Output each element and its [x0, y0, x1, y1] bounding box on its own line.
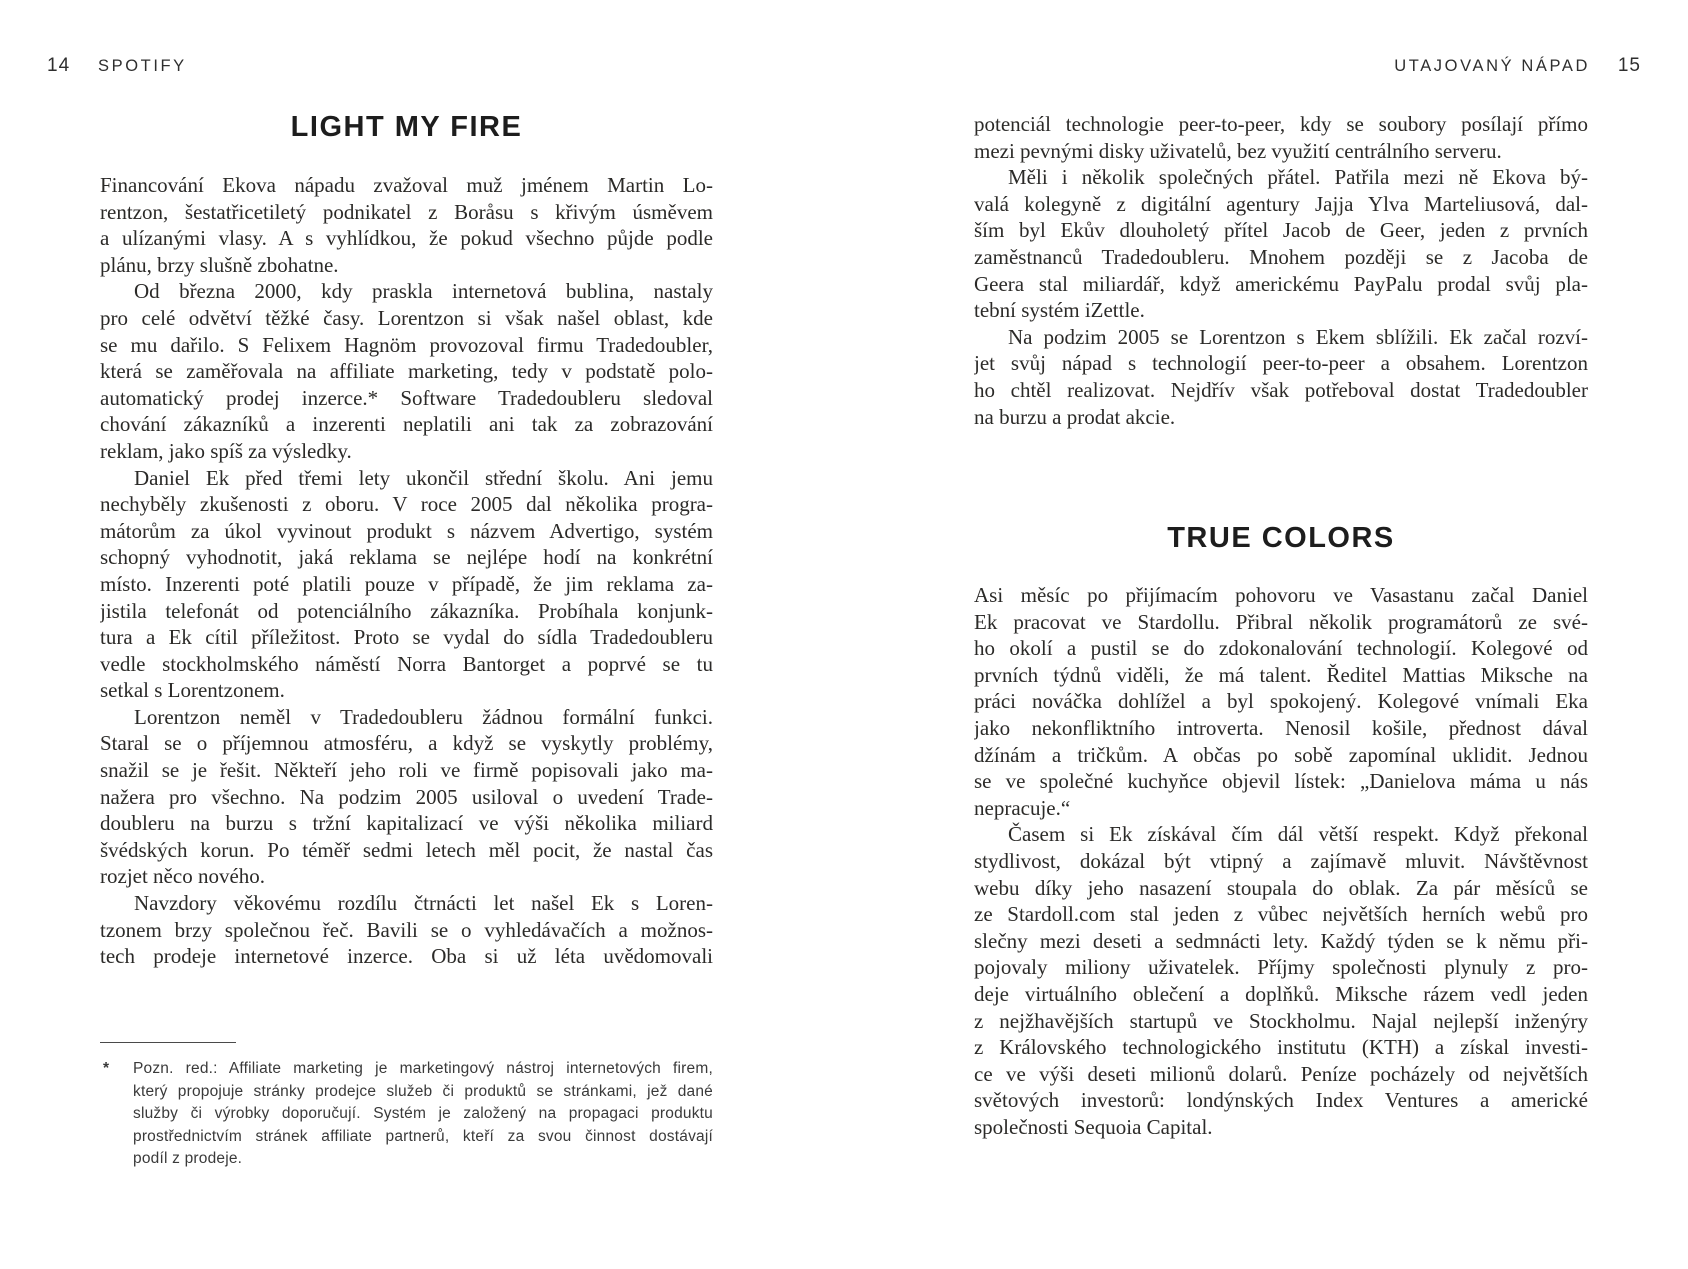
left-page-body [100, 172, 713, 970]
text-line: mátorům za úkol vyvinout produkt s názvem Advertigo, systém [100, 518, 713, 543]
text-line: Ek pracovat ve Stardollu. Přibral několik programátorů ze své- [974, 609, 1588, 634]
text-line: vedle stockholmského náměstí Norra Bantorget a poprvé se tu [100, 651, 713, 676]
text-line: automatický prodej inzerce.* Software Tradedoubleru sledoval [100, 385, 713, 410]
text-line: Měli i několik společných přátel. Patřila mezi ně Ekova bý- [1008, 165, 1588, 190]
text-line: ho okolí a pustil se do zdokonalování technologií. Kolegové od [974, 636, 1588, 661]
text-line: ším byl Ekův dlouholetý přítel Jacob de Geer, jeden z prvních [974, 218, 1588, 243]
text-line: se ve společné kuchyňce objevil lístek: „Danielova máma u nás [974, 769, 1588, 794]
text-line: ce ve výši deseti milionů dolarů. Peníze pocházely od největších [974, 1061, 1588, 1086]
text-line: deje virtuálního oblečení a doplňků. Miksche rázem vedl jeden [974, 981, 1588, 1006]
text-line: z nejžhavějších startupů ve Stockholmu. Najal nejlepší inženýry [974, 1008, 1588, 1033]
text-line: nažera pro všechno. Na podzim 2005 usiloval o uvedení Trade- [100, 784, 713, 809]
page-number-right: 15 [1617, 55, 1641, 76]
text-line: Financování Ekova nápadu zvažoval muž jménem Martin Lo- [100, 173, 713, 197]
text-line: jako nekonfliktního introverta. Nenosil košile, přednost dával [974, 715, 1588, 740]
text-line: Časem si Ek získával čím dál větší respekt. Když překonal [1008, 822, 1588, 847]
text-line: Navzdory věkovému rozdílu čtrnácti let našel Ek s Loren- [134, 891, 713, 916]
text-line: jistila telefonát od potenciálního zákazníka. Probíhala konjunk- [100, 598, 713, 623]
text-line: která se zaměřovala na affiliate marketing, tedy v podstatě polo- [100, 359, 713, 384]
text-line: prvních týdnů viděli, že má talent. Ředitel Mattias Miksche na [974, 662, 1588, 687]
running-header-left: SPOTIFY [98, 57, 187, 75]
text-line: rozjet něco nového. [100, 864, 266, 889]
text-line: společnosti Sequoia Capital. [974, 1114, 1213, 1139]
text-line: stydlivost, dokázal být vtipný a zajímavě mluvit. Návštěvnost [974, 848, 1588, 873]
text-line: tzonem brzy společnou řeč. Bavili se o vyhledávačích a možnos- [100, 917, 713, 942]
text-line: na burzu a prodat akcie. [974, 404, 1176, 429]
text-line: Staral se o příjemnou atmosféru, a když se vyskytly problémy, [100, 731, 713, 756]
text-line: služby či výrobky doporučují. Systém je založený na propagaci produktu [133, 1105, 713, 1123]
text-line: zaměstnanců Tradedoubleru. Mnohem později se z Jacoba de [974, 244, 1588, 269]
text-line: rentzon, šestatřicetiletý podnikatel z Boråsu s křivým úsměvem [100, 199, 713, 224]
text-line: Pozn. red.: Affiliate marketing je marketingový nástroj internetových firem, [133, 1060, 713, 1077]
text-line: pojovaly miliony uživatelek. Příjmy společnosti plynuly z pro- [974, 955, 1588, 980]
text-line: reklam, jako spíš za výsledky. [100, 438, 352, 463]
text-line: Geera stal miliardář, když americkému PayPalu prodal svůj pla- [974, 271, 1588, 296]
text-line: ho chtěl realizovat. Nejdřív však potřeboval dostat Tradedoubler [974, 377, 1588, 402]
text-line: tech prodeje internetové inzerce. Oba si už léta uvědomovali [100, 944, 713, 969]
text-line: ze Stardoll.com stal jeden z vůbec největších herních webů pro [974, 902, 1588, 927]
text-line: švédských korun. Po téměř sedmi letech měl pocit, že nastal čas [100, 837, 713, 862]
text-line: jet svůj nápad s technologií peer-to-peer a obsahem. Lorentzon [974, 351, 1588, 376]
text-line: schopný vyhodnotit, jaká reklama se nejlépe hodí na konkrétní [100, 545, 713, 570]
text-line: Asi měsíc po přijímacím pohovoru ve Vasastanu začal Daniel [974, 583, 1588, 607]
text-line: Daniel Ek před třemi lety ukončil střední školu. Ani jemu [134, 465, 713, 490]
text-line: podíl z prodeje. [133, 1150, 243, 1168]
section-title-light-my-fire: LIGHT MY FIRE [290, 111, 523, 143]
footnote-text [133, 1058, 713, 1171]
text-line: mezi pevnými disky uživatelů, bez využití centrálního serveru. [974, 138, 1502, 163]
text-line: místo. Inzerenti poté platili pouze v případě, že jim reklama za- [100, 571, 713, 596]
text-line: se mu dařilo. S Felixem Hagnöm provozoval firmu Tradedoubler, [100, 332, 713, 357]
page-number-left: 14 [47, 55, 71, 76]
text-line: plánu, brzy slušně zbohatne. [100, 252, 339, 277]
text-line: webu díky jeho nasazení stoupala do oblak. Za pár měsíců se [974, 875, 1588, 900]
text-line: Od března 2000, kdy praskla internetová bublina, nastaly [134, 279, 713, 304]
running-header-right: UTAJOVANÝ NÁPAD [1394, 57, 1590, 75]
text-line: Lorentzon neměl v Tradedoubleru žádnou formální funkci. [134, 704, 713, 729]
footnote [100, 1058, 713, 1171]
text-line: z Královského technologického institutu (KTH) a získal investi- [974, 1035, 1588, 1060]
text-line: který propojuje stránky prodejce služeb či produktů se stránkami, jež dané [133, 1082, 713, 1100]
text-line: prostřednictvím stránek affiliate partnerů, kteří za svou činnost dostávají [133, 1127, 713, 1145]
text-line: slečny mezi deseti a sedmnácti lety. Každý týden se k němu při- [974, 928, 1588, 953]
text-line: pro celé odvětví těžké časy. Lorentzon si však našel oblast, kde [100, 305, 713, 330]
text-line: doubleru na burzu s tržní kapitalizací ve výši několika miliard [100, 811, 713, 836]
footnote-divider [100, 1042, 236, 1043]
text-line: potenciál technologie peer-to-peer, kdy se soubory posílají přímo [974, 112, 1588, 136]
text-line: práci nováčka dohlížel a byl spokojený. Kolegové vnímali Eka [974, 689, 1588, 714]
right-page-body-bottom [974, 582, 1588, 1140]
text-line: džínám a tričkům. A občas po sobě zapomínal uklidit. Jednou [974, 742, 1588, 767]
text-line: setkal s Lorentzonem. [100, 678, 285, 703]
text-line: Na podzim 2005 se Lorentzon s Ekem sblížili. Ek začal rozví- [1008, 324, 1588, 349]
text-line: nepracuje.“ [974, 795, 1071, 820]
text-line: snažil se je řešit. Někteří jeho roli ve firmě popisovali jako ma- [100, 758, 713, 783]
footnote-marker: * [103, 1060, 110, 1077]
text-line: tura a Ek cítil příležitost. Proto se vydal do sídla Tradedoubleru [100, 625, 713, 650]
text-line: nechyběly zkušenosti z oboru. V roce 2005 dal několika progra- [100, 492, 713, 517]
text-line: valá kolegyně z digitální agentury Jajja Ylva Marteliusová, dal- [974, 191, 1588, 216]
text-line: a ulízanými vlasy. A s vyhlídkou, že pokud všechno půjde podle [100, 226, 713, 251]
text-line: chování zákazníků a inzerenti neplatili ani tak za zobrazování [100, 412, 713, 437]
text-line: tební systém iZettle. [974, 298, 1145, 323]
section-title-true-colors: TRUE COLORS [1167, 522, 1395, 554]
right-page-body-top [974, 111, 1588, 430]
text-line: světových investorů: londýnských Index Ventures a americké [974, 1088, 1588, 1113]
